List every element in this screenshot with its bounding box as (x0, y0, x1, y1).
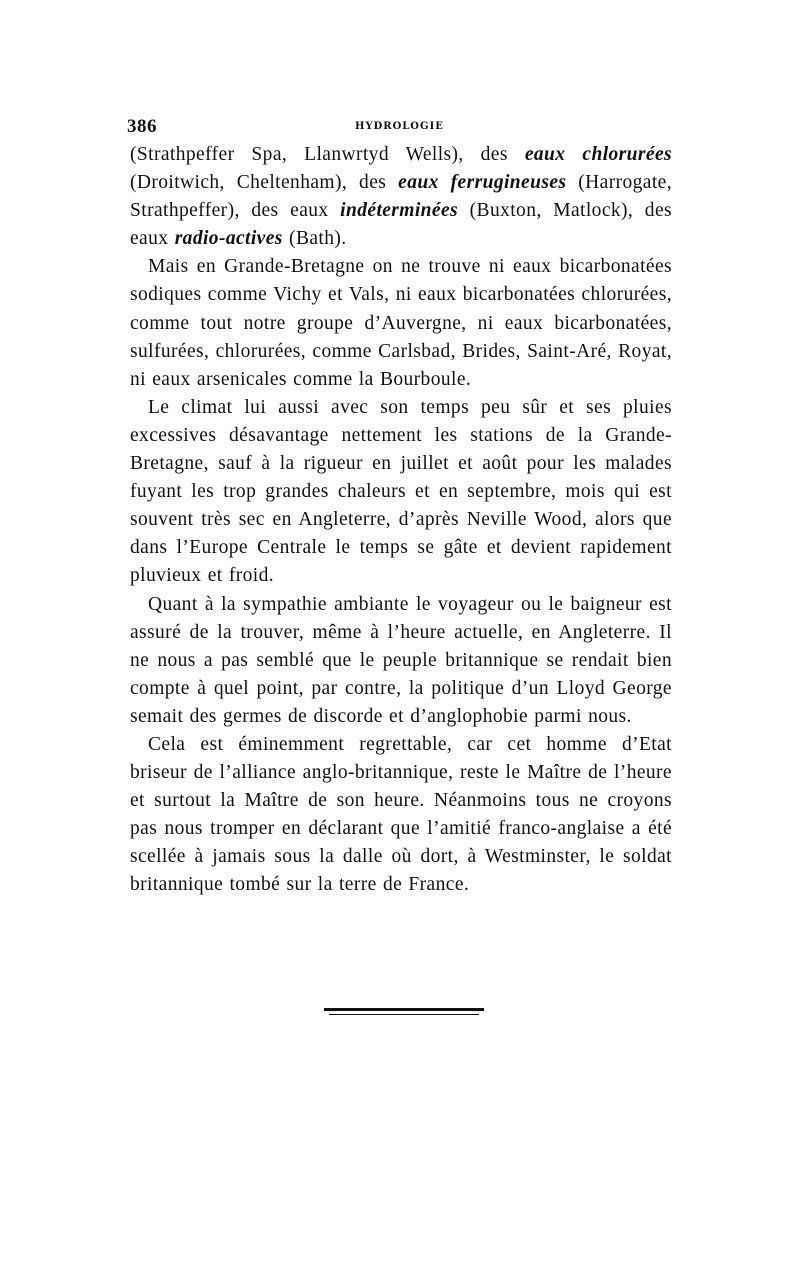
text-segment: (Droitwich, Cheltenham), des (130, 172, 399, 194)
page-header (127, 116, 672, 138)
paragraph-2: Mais en Grande-Bretagne on ne trouve ni eaux bicarbonatées sodiques comme Vichy et Vals, ni eaux bicarbonatées chlorurées, comme tout notre groupe d’Auvergne, ni eaux bicarbonatées, sulfurées, chlorurées, comme Carlsbad, Brides, Saint-Aré, Royat, ni eaux arsenicales comme la Bourboule. (130, 256, 672, 390)
paragraph-3: Le climat lui aussi avec son temps peu sûr et ses pluies excessives désavantage nettement les stations de la Grande-Bretagne, sauf à la rigueur en juillet et août pour les malades fuyant les trop grandes chaleurs et en septembre, mois qui est souvent très sec en Angleterre, d’après Neville Wood, alors que dans l’Europe Centrale le temps se gâte et devient rapidement pluvieux et froid. (130, 396, 672, 587)
italic-term: radio-actives (174, 228, 283, 250)
text-segment: (Strathpeffer Spa, Llanwrtyd Wells), des (130, 144, 525, 165)
italic-term: eaux chlorurées (524, 144, 672, 165)
closing-rule (324, 1008, 484, 1015)
text-segment: (Bath). (282, 228, 347, 250)
page-number: 386 (127, 116, 157, 137)
text-segment: (Buxton, Matlock), des eaux (130, 200, 672, 250)
body-text (130, 141, 672, 900)
closing-rule-thick (324, 1008, 484, 1011)
paragraph-1 (130, 141, 672, 253)
italic-term: indéterminées (340, 200, 459, 222)
paragraph-5: Cela est éminemment regrettable, car cet homme d’Etat briseur de l’alliance anglo-britannique, reste le Maître de l’heure et surtout la Maître de son heure. Néanmoins tous ne croyons pas nous tromper en déclarant que l’amitié franco-anglaise a été scellée à jamais sous la dalle où dort, à Westminster, le soldat britannique tombé sur la terre de France. (130, 733, 672, 896)
paragraph-4: Quant à la sympathie ambiante le voyageur ou le baigneur est assuré de la trouver, même à l’heure actuelle, en Angleterre. Il ne nous a pas semblé que le peuple britannique se rendait bien compte à quel point, par contre, la politique d’un Lloyd George semait des germes de discorde et d’anglophobie parmi nous. (130, 593, 672, 727)
text-segment: (Harrogate, Strathpeffer), des eaux (130, 172, 673, 222)
closing-rule-thin (329, 1014, 479, 1015)
running-title: HYDROLOGIE (355, 121, 444, 132)
italic-term: eaux ferrugineuses (398, 172, 567, 194)
